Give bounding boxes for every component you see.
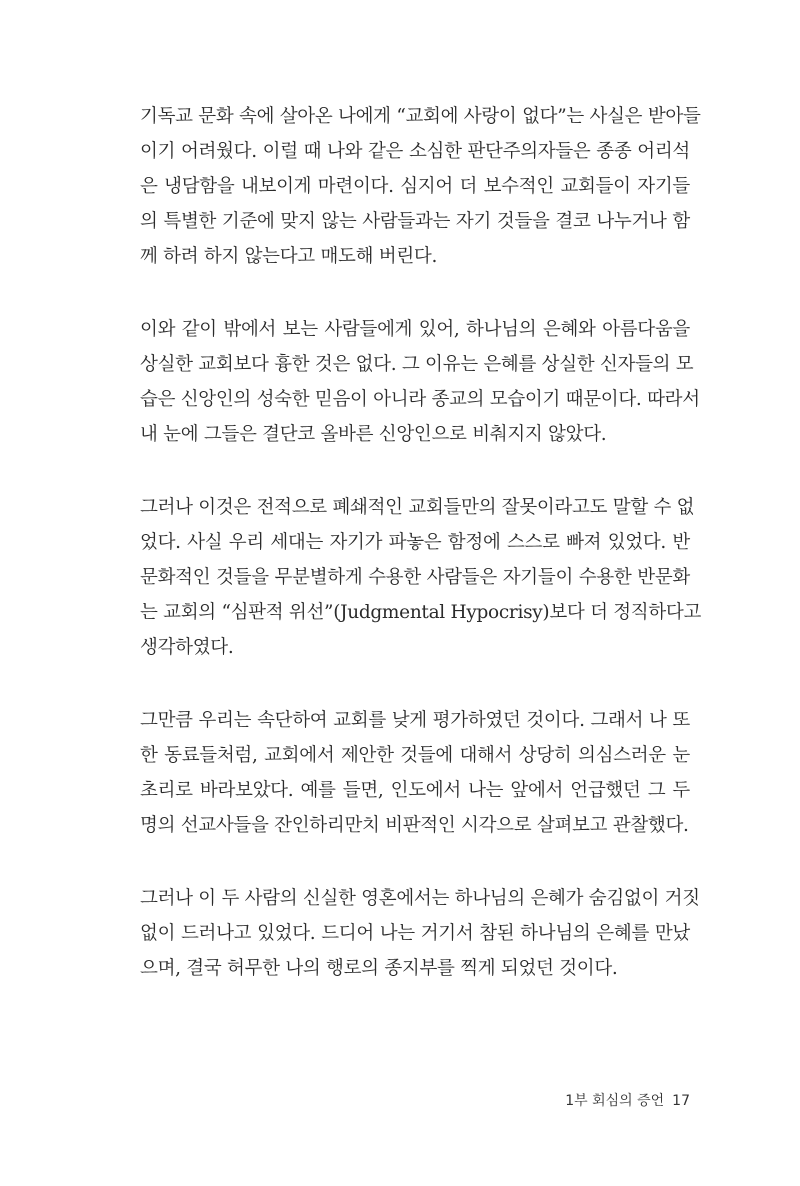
text-line: 이기 어려웠다. 이럴 때 나와 같은 소심한 판단주의자들은 종종 어리석 <box>140 141 690 162</box>
footer-section-title: 1부 회심의 증언 <box>565 1093 665 1109</box>
text-line: 은 냉담함을 내보이게 마련이다. 심지어 더 보수적인 교회들이 자기들 <box>140 176 690 197</box>
text-line: 없이 드러나고 있었다. 드디어 나는 거기서 참된 하나님의 은혜를 만났 <box>140 923 690 944</box>
text-line: 생각하였다. <box>140 637 234 658</box>
page-footer <box>565 1090 690 1110</box>
paragraph-5 <box>140 881 700 986</box>
page-number: 17 <box>672 1093 690 1109</box>
text-line: 께 하려 하지 않는다고 매도해 버린다. <box>140 246 438 267</box>
text-line: 기독교 문화 속에 살아온 나에게 “교회에 사랑이 없다”는 사실은 받아들 <box>140 106 701 127</box>
paragraph-4 <box>140 703 690 843</box>
paragraph-3 <box>140 490 702 665</box>
text-line: 었다. 사실 우리 세대는 자기가 파놓은 함정에 스스로 빠져 있었다. 반 <box>140 532 690 553</box>
text-line: 이와 같이 밖에서 보는 사람들에게 있어, 하나님의 은혜와 아름다움을 <box>140 319 690 340</box>
text-line: 한 동료들처럼, 교회에서 제안한 것들에 대해서 상당히 의심스러운 눈 <box>140 745 690 766</box>
text-line: 으며, 결국 허무한 나의 행로의 종지부를 찍게 되었던 것이다. <box>140 958 618 979</box>
text-line: 는 교회의 “심판적 위선”(Judgmental Hypocrisy)보다 더 정직하다고 <box>140 602 702 623</box>
text-line: 의 특별한 기준에 맞지 않는 사람들과는 자기 것들을 결코 나누거나 함 <box>140 211 690 232</box>
text-line: 습은 신앙인의 성숙한 믿음이 아니라 종교의 모습이기 때문이다. 따라서 <box>140 389 700 410</box>
text-line: 문화적인 것들을 무분별하게 수용한 사람들은 자기들이 수용한 반문화 <box>140 567 690 588</box>
text-line: 그만큼 우리는 속단하여 교회를 낮게 평가하였던 것이다. 그래서 나 또 <box>140 710 690 731</box>
text-line: 명의 선교사들을 잔인하리만치 비판적인 시각으로 살펴보고 관찰했다. <box>140 815 689 836</box>
text-line: 그러나 이 두 사람의 신실한 영혼에서는 하나님의 은혜가 숨김없이 거짓 <box>140 888 700 909</box>
text-line: 그러나 이것은 전적으로 폐쇄적인 교회들만의 잘못이라고도 말할 수 없 <box>140 497 695 518</box>
paragraph-2 <box>140 312 700 452</box>
text-line: 상실한 교회보다 흉한 것은 없다. 그 이유는 은혜를 상실한 신자들의 모 <box>140 354 694 375</box>
text-line: 내 눈에 그들은 결단코 올바른 신앙인으로 비춰지지 않았다. <box>140 424 607 445</box>
paragraph-1 <box>140 99 701 274</box>
text-line: 초리로 바라보았다. 예를 들면, 인도에서 나는 앞에서 언급했던 그 두 <box>140 780 690 801</box>
